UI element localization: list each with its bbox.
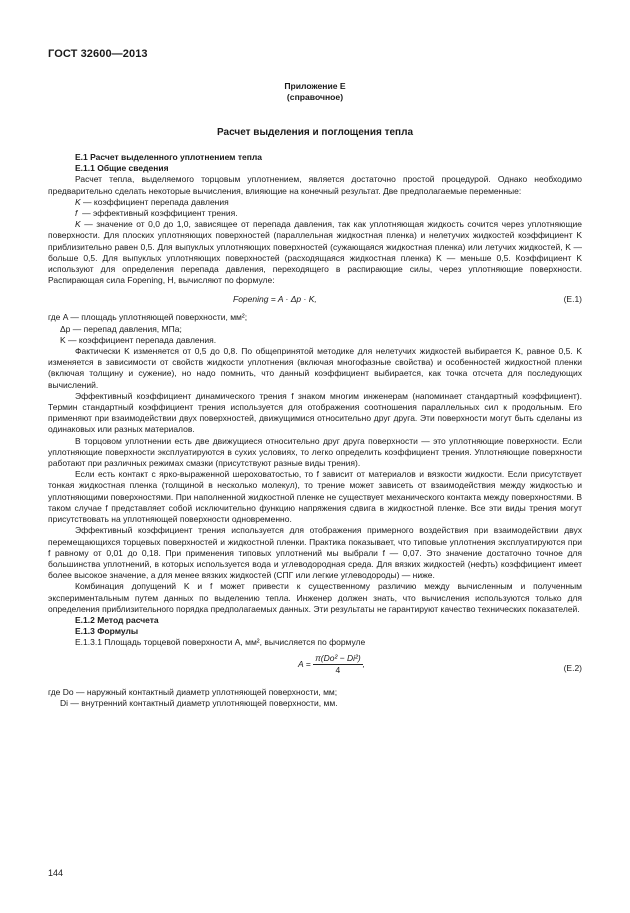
- equation-number: (Е.2): [563, 662, 582, 673]
- paragraph: Фактически K изменяется от 0,5 до 0,8. По общепринятой методике для нелетучих жидкостей выбирается K, равное 0,5. K изменяется в зависимости от свойств жидкости уплотнения (включая многофазные свойства) и особенностей жидкостной пленки (включая толщину и сужение), но надо помнить, что данный коэффициент выбирается, как точка отсчета для последующих вычислений.: [48, 346, 582, 390]
- document-body: [48, 152, 582, 709]
- paragraph: Эффективный коэффициент динамического трения f знаком многим инженерам (напоминает стандартный коэффициент). Термин стандартный коэффициент трения используется для отображения соотношения параллельных сил к продольным. Его применяют при взаимодействии двух поверхностей, движущимися относительно друг друга. Эти поверхности могут быть сделаны из одинаковых или разных материалов.: [48, 390, 582, 435]
- paragraph: Е.1.3.1 Площадь торцевой поверхности A, мм², вычисляется по формуле: [75, 637, 366, 648]
- section-heading-e11: Е.1.1 Общие сведения: [75, 163, 169, 174]
- where-line: где Dо — наружный контактный диаметр уплотняющей поверхности, мм;: [48, 686, 338, 697]
- equation-e1: [48, 286, 582, 312]
- fraction: $\frac{\text{π(Dо² − Di²)}}{4}$: [315, 652, 361, 675]
- section-heading-e1: Е.1 Расчет выделенного уплотнением тепла: [75, 152, 262, 162]
- where-line: K — коэффициент перепада давления.: [60, 334, 217, 345]
- equation-number: (Е.1): [563, 294, 582, 305]
- paragraph: K — значение от 0,0 до 1,0, зависящее от перепада давления, так как уплотняющая жидкость сочится через уплотняющие поверхности. Для плоских уплотняющих поверхностей (параллельная жидкостная пленка) и нелетучих жидкостей коэффициент K приблизительно равен 0,5. Для выпуклых уплотняющих поверхностей (сужающаяся жидкостная пленка) или летучих жидкостей, K — больше 0,5. Для выпуклых уплотняющих поверхностей (расходящаяся жидкостная пленка) K — меньше 0,5. Коэффициент K используют для определения перепада давления, переходящего в распирающие силы, через уплотняющие поверхности. Распирающая сила Fopening, Н, вычисляют по формуле:: [48, 219, 582, 286]
- paragraph: Эффективный коэффициент трения используется для отображения примерного воздействия при взаимодействии двух перемещающихся торцевых поверхностей и жидкостной пленки. Практика показывает, что типовые уплотнения эксплуатируются при f равному от 0,01 до 0,18. При применения типовых уплотнений мы выбрали f — 0,07. Это значение достаточно точное для большинства уплотнений, в которых используется вода и углеводородная среда. Для вязких жидкостей (нефть) коэффициент имеет более высокое значение, а для менее вязких жидкостей (СПГ или легкие углеводороды) — ниже.: [48, 525, 582, 581]
- definition-k: K — коэффициент перепада давления: [75, 196, 229, 207]
- paragraph: Если есть контакт с ярко-выраженной шероховатостью, то f зависит от материалов и вязкости жидкости. Если присутствует тонкая жидкостная пленка (толщиной в несколько молекул), то трение может зависеть от взаимодействия между жидкостью и уплотняющими поверхностями. При наполненной жидкостной пленке не существует механического контакта между поверхностями. В таком случае f представляет собой исключительно функцию напряжения сдвига в жидкостной пленке. Все эти виды трения могут присутствовать на уплотняющей поверхности одновременно.: [48, 469, 582, 525]
- equation-e2: [48, 649, 582, 687]
- equation-formula: A = $\frac{\text{π(Dо² − Di²)}}{4}$ ,: [298, 652, 366, 675]
- appendix-type: (справочное): [286, 92, 344, 102]
- where-line: Δp — перепад давления, МПа;: [60, 323, 182, 334]
- standard-header: ГОСТ 32600—2013: [48, 48, 148, 60]
- paragraph: Комбинация допущений K и f может привести к существенному различию между вычисленным и полученным экспериментальным путем данных по выделению тепла. Инженер должен знать, что вычисления используются только для определения приблизительного порядка предполагаемых данных. Эти результаты не гарантируют качество технических показателей.: [48, 581, 582, 614]
- equation-formula: Fopening = A · Δp · K,: [233, 294, 317, 305]
- where-line: где A — площадь уплотняющей поверхности, мм²;: [48, 312, 248, 323]
- where-line: Di — внутренний контактный диаметр уплотняющей поверхности, мм.: [60, 697, 338, 708]
- paragraph: Расчет тепла, выделяемого торцовым уплотнением, является достаточно простой процедурой. Однако необходимо предварительно сделать некоторые вычисления, влияющие на конечный результат. Две предполагаемые переменные:: [48, 174, 582, 196]
- paragraph: В торцовом уплотнении есть две движущиеся относительно друг друга поверхности — это уплотняющие поверхности. Если уплотняющие поверхности эксплуатируются в сухих условиях, то легко определить коэффициент трения. Уплотняющие поверхности работают при различных режимах смазки (присутствуют разные виды трения).: [48, 435, 582, 469]
- definition-f: f — эффективный коэффициент трения.: [75, 208, 238, 219]
- appendix-label: Приложение Е: [284, 81, 346, 91]
- section-heading-e12: Е.1.2 Метод расчета: [75, 614, 159, 625]
- page-number: 144: [48, 868, 64, 878]
- page-title: Расчет выделения и поглощения тепла: [216, 127, 414, 138]
- section-heading-e13: Е.1.3 Формулы: [75, 626, 139, 637]
